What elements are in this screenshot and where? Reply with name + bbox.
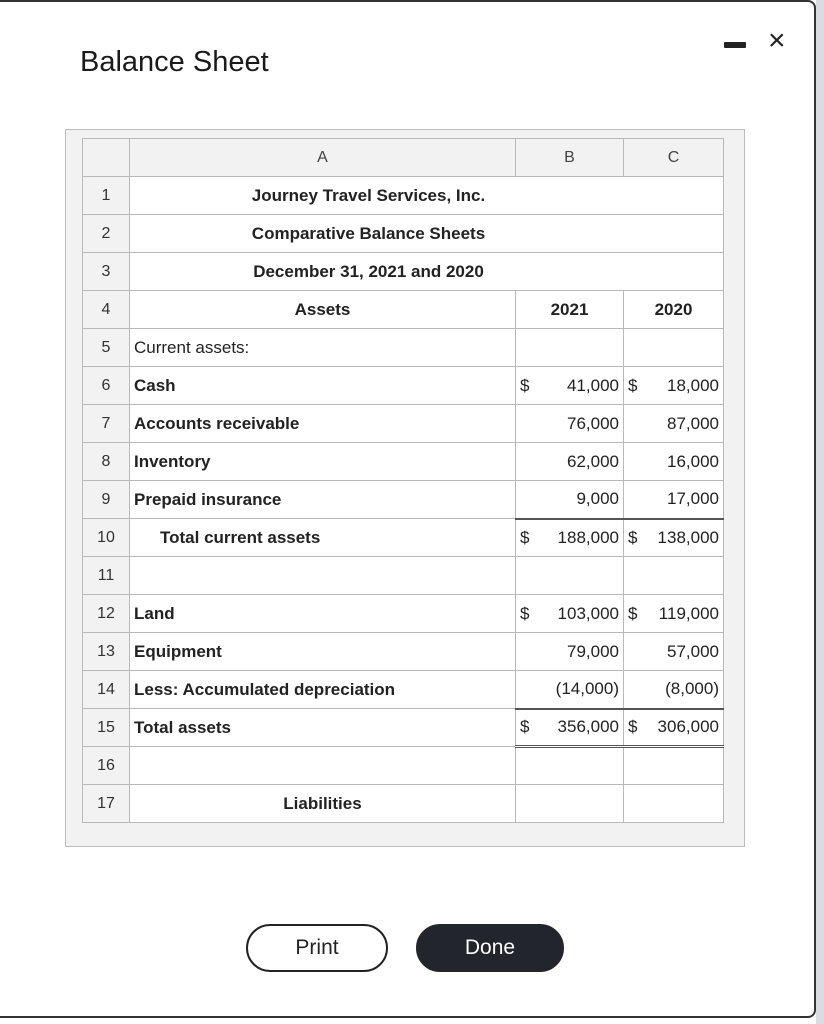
cell-2020: 57,000 [624, 633, 724, 671]
window-edge [816, 0, 824, 1024]
row-number: 15 [83, 709, 130, 747]
cell-2021: (14,000) [516, 671, 624, 709]
row-label: Inventory [130, 443, 516, 481]
amount: 356,000 [557, 717, 619, 737]
cell-2021 [516, 747, 624, 785]
table-row [83, 405, 724, 443]
currency-symbol: $ [628, 375, 638, 395]
amount: 18,000 [667, 375, 719, 395]
table-row [83, 595, 724, 633]
table-row [83, 367, 724, 405]
close-icon[interactable]: × [768, 24, 786, 57]
table-row [83, 557, 724, 595]
currency-symbol: $ [520, 527, 530, 547]
table-row [83, 177, 724, 215]
amount: 188,000 [557, 527, 619, 547]
row-label: Total assets [130, 709, 516, 747]
row-label: Current assets: [130, 329, 516, 367]
row-label: Prepaid insurance [130, 481, 516, 519]
row-label: Less: Accumulated depreciation [130, 671, 516, 709]
row-number: 12 [83, 595, 130, 633]
currency-symbol: $ [520, 375, 530, 395]
amount: 103,000 [557, 603, 619, 623]
cell-2021 [516, 329, 624, 367]
section-heading-assets: Assets [130, 291, 516, 329]
row-number: 14 [83, 671, 130, 709]
currency-symbol: $ [520, 717, 530, 737]
cell-2020: (8,000) [624, 671, 724, 709]
amount: 41,000 [567, 375, 619, 395]
table-row [83, 253, 724, 291]
cell-2021: 62,000 [516, 443, 624, 481]
table-row [83, 747, 724, 785]
table-row [83, 633, 724, 671]
year-header-2020: 2020 [624, 291, 724, 329]
table-row [83, 785, 724, 823]
cell-2021 [516, 557, 624, 595]
cell-2020 [624, 519, 724, 557]
row-label [130, 747, 516, 785]
table-row [83, 329, 724, 367]
currency-symbol: $ [628, 603, 638, 623]
company-name: Journey Travel Services, Inc. [130, 177, 724, 215]
spreadsheet [65, 129, 745, 847]
cell-2021 [516, 595, 624, 633]
cell-2021 [516, 709, 624, 747]
currency-symbol: $ [628, 527, 638, 547]
statement-title: Comparative Balance Sheets [130, 215, 724, 253]
section-heading-liabilities: Liabilities [130, 785, 516, 823]
cell-2020 [624, 785, 724, 823]
cell-2021: 79,000 [516, 633, 624, 671]
table-row [83, 291, 724, 329]
table-row [83, 215, 724, 253]
dialog-title: Balance Sheet [80, 46, 269, 78]
column-header-b: B [516, 139, 624, 177]
row-number: 13 [83, 633, 130, 671]
row-label: Equipment [130, 633, 516, 671]
amount: 306,000 [657, 717, 719, 737]
row-label: Total current assets [130, 519, 516, 557]
corner-cell [83, 139, 130, 177]
row-label [130, 557, 516, 595]
year-header-2021: 2021 [516, 291, 624, 329]
currency-symbol: $ [520, 603, 530, 623]
row-number: 8 [83, 443, 130, 481]
row-number: 3 [83, 253, 130, 291]
cell-2021 [516, 785, 624, 823]
balance-sheet-table [82, 138, 724, 823]
column-header-a: A [130, 139, 516, 177]
row-number: 6 [83, 367, 130, 405]
row-number: 9 [83, 481, 130, 519]
row-number: 10 [83, 519, 130, 557]
table-row [83, 519, 724, 557]
cell-2020: 16,000 [624, 443, 724, 481]
row-number: 2 [83, 215, 130, 253]
row-label: Accounts receivable [130, 405, 516, 443]
cell-2020 [624, 595, 724, 633]
row-number: 1 [83, 177, 130, 215]
cell-2021: 76,000 [516, 405, 624, 443]
cell-2020 [624, 709, 724, 747]
statement-date: December 31, 2021 and 2020 [130, 253, 724, 291]
table-row [83, 671, 724, 709]
done-button[interactable]: Done [416, 924, 564, 972]
cell-2020: 17,000 [624, 481, 724, 519]
cell-2020 [624, 367, 724, 405]
row-number: 7 [83, 405, 130, 443]
cell-2020 [624, 329, 724, 367]
minimize-icon[interactable] [724, 42, 746, 48]
row-number: 11 [83, 557, 130, 595]
cell-2021: 9,000 [516, 481, 624, 519]
row-number: 16 [83, 747, 130, 785]
print-button[interactable]: Print [246, 924, 388, 972]
table-row [83, 709, 724, 747]
cell-2020 [624, 557, 724, 595]
column-header-c: C [624, 139, 724, 177]
cell-2021 [516, 519, 624, 557]
row-number: 4 [83, 291, 130, 329]
row-label: Land [130, 595, 516, 633]
cell-2021 [516, 367, 624, 405]
cell-2020 [624, 747, 724, 785]
column-header-row [83, 139, 724, 177]
table-row [83, 481, 724, 519]
amount: 119,000 [658, 603, 719, 623]
currency-symbol: $ [628, 717, 638, 737]
row-number: 17 [83, 785, 130, 823]
cell-2020: 87,000 [624, 405, 724, 443]
row-label: Cash [130, 367, 516, 405]
amount: 138,000 [657, 527, 719, 547]
row-number: 5 [83, 329, 130, 367]
table-row [83, 443, 724, 481]
